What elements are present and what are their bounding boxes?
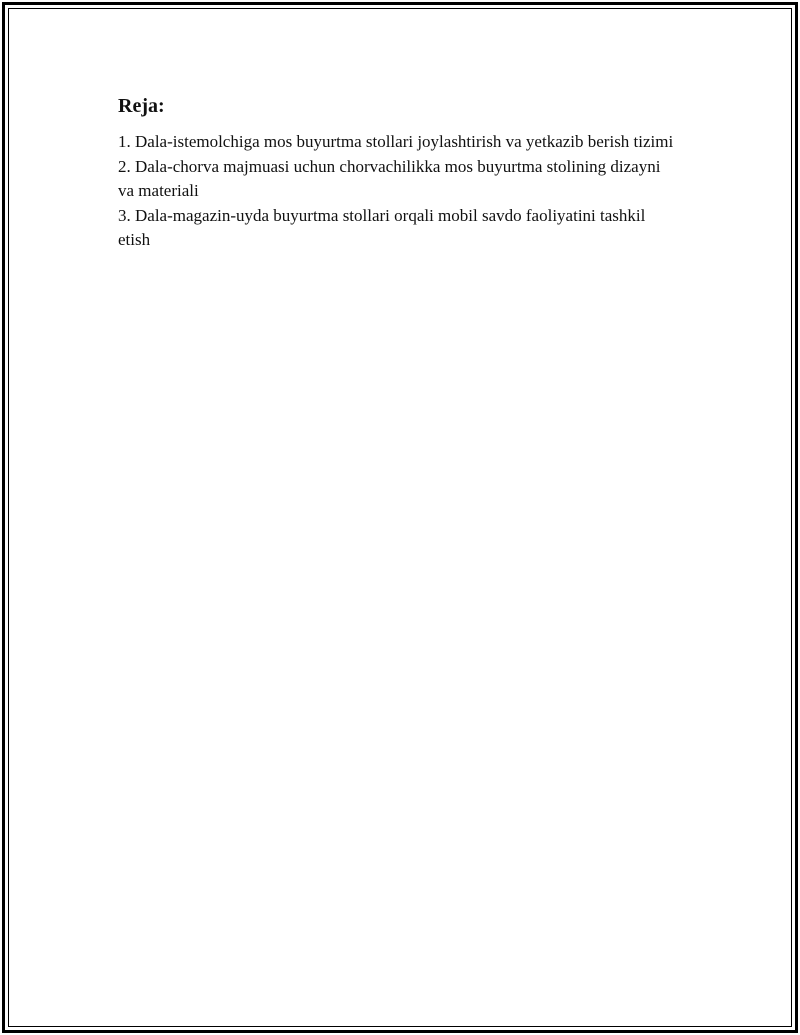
plan-item-1: 1. Dala-istemolchiga mos buyurtma stollari joylashtirish va yetkazib berish tizimi: [118, 132, 674, 151]
plan-item-3: 3. Dala-magazin-uyda buyurtma stollari orqali mobil savdo faoliyatini tashkil etish: [118, 205, 646, 249]
plan-item-2: 2. Dala-chorva majmuasi uchun chorvachilikka mos buyurtma stolining dizayni va materiali: [118, 156, 661, 200]
document-body: [118, 92, 678, 253]
plan-heading: Reja:: [118, 95, 165, 117]
plan-list: [118, 130, 678, 253]
